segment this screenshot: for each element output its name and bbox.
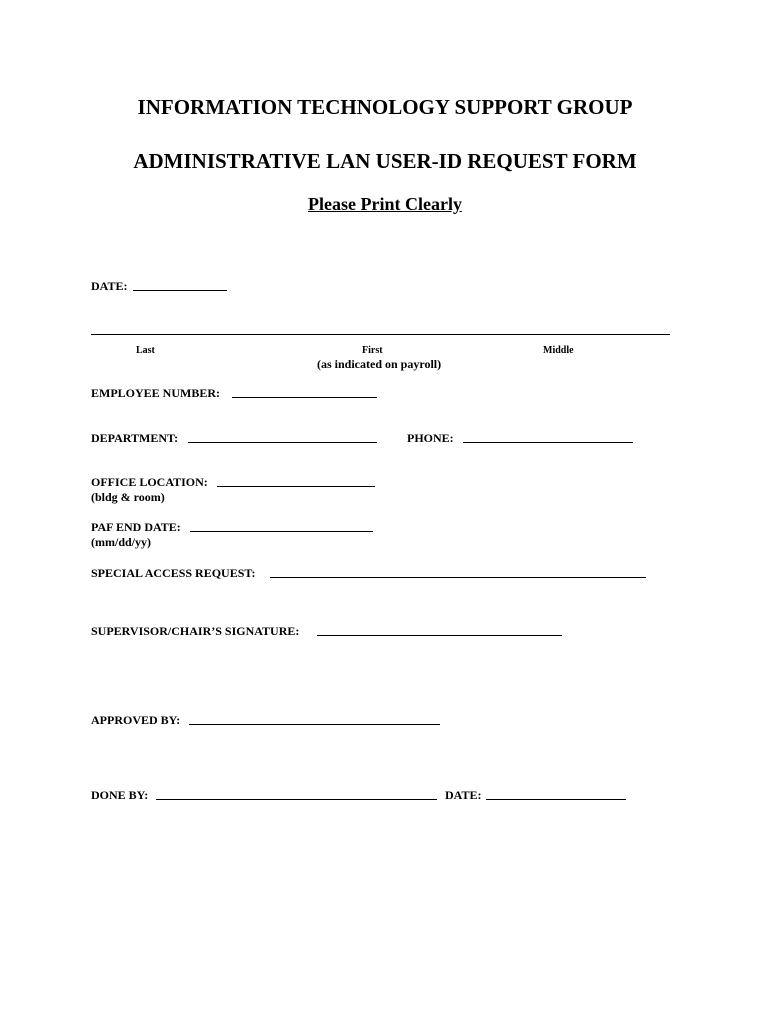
done-by-field[interactable] (156, 799, 437, 800)
employee-number-label: EMPLOYEE NUMBER: (91, 386, 220, 400)
approved-by-field[interactable] (189, 724, 440, 725)
supervisor-signature-field[interactable] (317, 635, 562, 636)
date-field[interactable] (133, 290, 227, 291)
office-location-field[interactable] (217, 486, 375, 487)
office-location-label: OFFICE LOCATION: (91, 475, 208, 489)
name-payroll-note: (as indicated on payroll) (317, 357, 442, 371)
approved-by-label: APPROVED BY: (91, 713, 181, 727)
office-location-hint: (bldg & room) (91, 490, 165, 504)
department-label: DEPARTMENT: (91, 431, 179, 445)
done-by-label: DONE BY: (91, 788, 149, 802)
special-access-field[interactable] (270, 577, 646, 578)
paf-end-date-hint: (mm/dd/yy) (91, 535, 151, 549)
done-date-field[interactable] (486, 799, 626, 800)
phone-label: PHONE: (407, 431, 454, 445)
done-date-label: DATE: (445, 788, 482, 802)
name-field[interactable] (91, 334, 670, 335)
phone-field[interactable] (463, 442, 633, 443)
form-title: ADMINISTRATIVE LAN USER-ID REQUEST FORM (133, 149, 637, 173)
supervisor-signature-label: SUPERVISOR/CHAIR’S SIGNATURE: (91, 624, 300, 638)
name-middle-label: Middle (543, 345, 574, 356)
name-last-label: Last (136, 345, 155, 356)
organization-title: INFORMATION TECHNOLOGY SUPPORT GROUP (137, 95, 633, 119)
date-label: DATE: (91, 279, 128, 293)
print-instruction: Please Print Clearly (308, 194, 462, 214)
special-access-label: SPECIAL ACCESS REQUEST: (91, 566, 256, 580)
employee-number-field[interactable] (232, 397, 377, 398)
paf-end-date-field[interactable] (190, 531, 373, 532)
name-first-label: First (362, 345, 383, 356)
department-field[interactable] (188, 442, 377, 443)
paf-end-date-label: PAF END DATE: (91, 520, 181, 534)
